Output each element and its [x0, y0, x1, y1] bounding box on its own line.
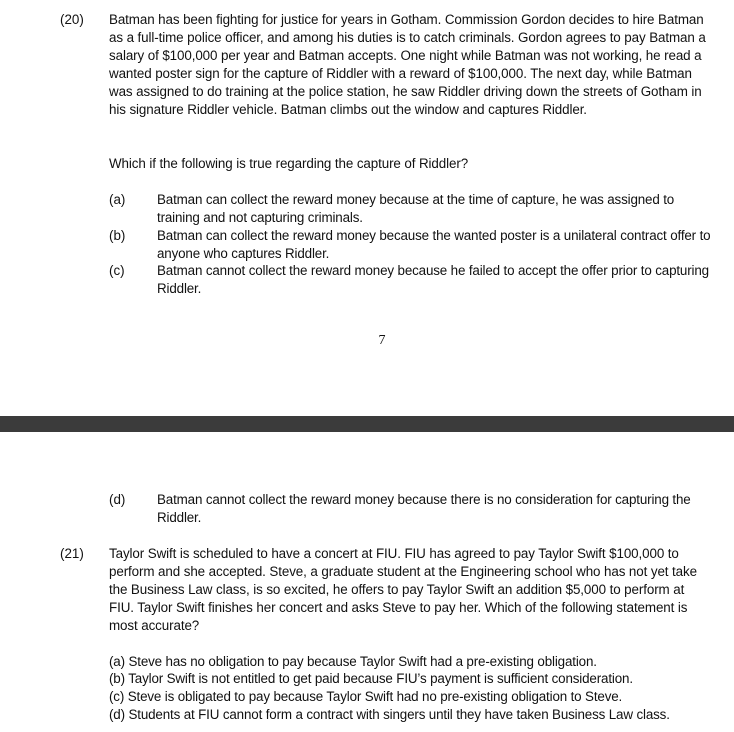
option-21a: (a) Steve has no obligation to pay because Taylor Swift had a pre-existing obligation.	[109, 654, 597, 669]
page-divider	[0, 416, 734, 432]
option-21d: (d) Students at FIU cannot form a contract with singers until they have taken Business Law class.	[109, 707, 670, 722]
question-21-number: (21)	[60, 546, 84, 561]
question-21-stem: Taylor Swift is scheduled to have a concert at FIU. FIU has agreed to pay Taylor Swift $100,000 to perform and she accepted. Steve, a graduate student at the Engineering school who has not yet take the Business Law class, is so excited, he offers to pay Taylor Swift an addition $5,000 to perform at FIU. Taylor Swift finishes her concert and asks Steve to pay her. Which of the following statement is most accurate?	[109, 546, 697, 633]
option-20c-text: Batman cannot collect the reward money because he failed to accept the offer prior to capturing Riddler.	[157, 263, 709, 296]
document-page-bottom	[0, 432, 734, 732]
option-20d-label: (d)	[109, 492, 126, 507]
option-20c-label: (c)	[109, 263, 125, 278]
question-20-prompt: Which if the following is true regarding the capture of Riddler?	[109, 156, 469, 171]
option-21b: (b) Taylor Swift is not entitled to get paid because FIU’s payment is sufficient consideration.	[109, 671, 633, 686]
question-20-number: (20)	[60, 12, 84, 27]
option-20b-label: (b)	[109, 228, 126, 243]
option-21c: (c) Steve is obligated to pay because Taylor Swift had no pre-existing obligation to Steve.	[109, 689, 623, 704]
page-number: 7	[378, 333, 386, 348]
option-20d-text: Batman cannot collect the reward money because there is no consideration for capturing the Riddler.	[157, 492, 691, 525]
option-20a-label: (a)	[109, 192, 126, 207]
question-20-stem: Batman has been fighting for justice for years in Gotham. Commission Gordon decides to hire Batman as a full-time police officer, and among his duties is to catch criminals. Gordon agrees to pay Batman a salary of $100,000 per year and Batman accepts. One night while Batman was not working, he read a wanted poster sign for the capture of Riddler with a reward of $100,000. The next day, while Batman was assigned to do training at the police station, he saw Riddler driving down the streets of Gotham in his signature Riddler vehicle. Batman climbs out the window and captures Riddler.	[109, 12, 706, 117]
option-20b-text: Batman can collect the reward money because the wanted poster is a unilateral contract offer to anyone who captures Riddler.	[157, 228, 711, 261]
option-20a-text: Batman can collect the reward money because at the time of capture, he was assigned to training and not capturing criminals.	[157, 192, 675, 225]
